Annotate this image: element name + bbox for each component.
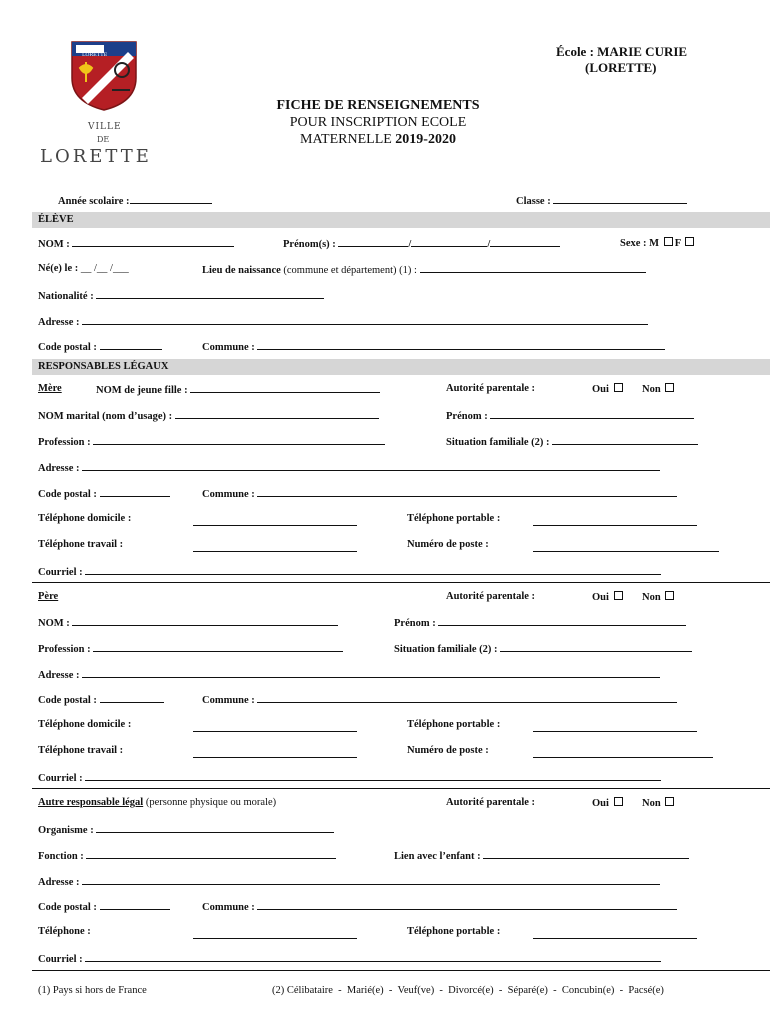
title-line-3 [228,132,528,148]
non-label: Non [642,384,661,395]
label: NOM de jeune fille : [96,385,188,396]
mere-non [642,383,676,395]
mere-commune-field[interactable] [202,487,677,500]
mere-non-checkbox[interactable] [665,383,674,392]
mere-tel-travail-label: Téléphone travail : [38,539,124,550]
school-name: École : MARIE CURIE [556,44,688,59]
label: Fonction : [38,851,84,862]
label: Commune : [202,342,255,353]
label: Situation familiale (2) : [446,437,550,448]
autre-non [642,797,676,809]
autre-oui [592,797,625,809]
eleve-nationalite-field[interactable] [38,289,324,302]
pere-tel-domicile-input[interactable] [193,719,357,737]
autre-tel-portable-label: Téléphone portable : [407,926,501,937]
pere-tel-portable-input[interactable] [533,719,697,737]
mere-cp-field[interactable] [38,487,170,500]
label: Situation familiale (2) : [394,644,498,655]
pere-poste-label: Numéro de poste : [407,745,489,756]
autre-commune-field[interactable] [202,900,677,913]
mere-heading: Mère [38,383,62,394]
label: Prénom : [446,411,488,422]
label: Profession : [38,644,91,655]
autre-telephone-input[interactable] [193,926,357,944]
logo-ville: VILLE [88,122,122,132]
autre-lien-field[interactable] [394,849,689,862]
label: Né(e) le : [38,263,79,274]
label: NOM : [38,239,70,250]
label: Adresse : [38,463,80,474]
label: Code postal : [38,342,97,353]
non-label: Non [642,798,661,809]
eleve-lieu-field[interactable] [202,263,646,276]
autre-heading-title: Autre responsable légal [38,797,144,808]
mere-nom-marital-field[interactable] [38,409,379,422]
form-title [228,98,528,148]
label: Adresse : [38,317,80,328]
label: Courriel : [38,567,83,578]
divider [32,788,770,789]
mere-oui-checkbox[interactable] [614,383,623,392]
label: Autorité parentale : [446,591,536,602]
label: Code postal : [38,902,97,913]
eleve-adresse-field[interactable] [38,315,648,328]
mere-tel-portable-input[interactable] [533,513,697,531]
label: Code postal : [38,695,97,706]
pere-tel-travail-label: Téléphone travail : [38,745,124,756]
eleve-prenoms-field[interactable]: Prénom(s) : / / [283,237,560,250]
autre-adresse-field[interactable] [38,875,660,888]
mere-tel-domicile-label: Téléphone domicile : [38,513,132,524]
sexe-label: Sexe : M [620,238,660,249]
mere-prenom-field[interactable] [446,409,694,422]
label: Code postal : [38,489,97,500]
mere-poste-label: Numéro de poste : [407,539,489,550]
autre-heading-rest: (personne physique ou morale) [145,797,277,808]
pere-profession-field[interactable] [38,642,343,655]
pere-oui-checkbox[interactable] [614,591,623,600]
section-responsables-title: RESPONSABLES LÉGAUX [38,361,169,372]
non-label: Non [642,592,661,603]
pere-courriel-field[interactable] [38,771,661,784]
label: Courriel : [38,773,83,784]
label: Organisme : [38,825,94,836]
pere-situation-field[interactable] [394,642,692,655]
autre-courriel-field[interactable] [38,952,661,965]
label: NOM : [38,618,70,629]
mere-tel-portable-label: Téléphone portable : [407,513,501,524]
classe-field[interactable] [516,194,687,207]
mere-poste-input[interactable] [533,539,719,557]
annee-scolaire-field[interactable] [58,194,212,207]
autre-oui-checkbox[interactable] [614,797,623,806]
pere-poste-input[interactable] [533,745,713,763]
mere-courriel-field[interactable] [38,565,661,578]
pere-non [642,591,676,603]
date-mask: __ /__ /___ [80,263,129,274]
school-city: (LORETTE) [585,60,657,75]
label: Autorité parentale : [446,383,536,394]
footnote-1: (1) Pays si hors de France [38,985,147,996]
town-logo [38,38,168,168]
school-year: 2019-2020 [395,132,456,147]
divider [32,970,770,971]
title-line-1: FICHE DE RENSEIGNEMENTS [276,98,480,113]
pere-tel-domicile-label: Téléphone domicile : [38,719,132,730]
eleve-commune-field[interactable] [202,340,665,353]
autre-telephone-label: Téléphone : [38,926,91,937]
eleve-nom-field[interactable] [38,237,234,250]
autre-heading [38,797,276,808]
autre-autorite [446,797,535,808]
pere-tel-travail-input[interactable] [193,745,357,763]
pere-heading: Père [38,591,59,602]
autre-organisme-field[interactable] [38,823,334,836]
coat-of-arms-icon [68,38,140,112]
lieu-rest: (commune et département) (1) : [283,265,417,276]
label: Adresse : [38,877,80,888]
pere-nom-field[interactable] [38,616,338,629]
mere-autorite [446,383,535,394]
autre-cp-field[interactable] [38,900,170,913]
footnote-2: (2) Célibataire - Marié(e) - Veuf(ve) - Divorcé(e) - Séparé(e) - Concubin(e) - Pacsé(e) [272,985,664,996]
pere-oui [592,591,625,603]
sexe-f-label: F [674,238,681,249]
eleve-cp-field[interactable] [38,340,162,353]
logo-small-caption: LORETTE [82,52,108,58]
pere-prenom-field[interactable] [394,616,686,629]
classe-label: Classe : [516,196,551,207]
pere-commune-field[interactable] [202,693,677,706]
label: Adresse : [38,670,80,681]
section-eleve [32,212,770,228]
sexe-m-checkbox[interactable] [664,237,673,246]
label: Prénom : [394,618,436,629]
label: Courriel : [38,954,83,965]
label: Profession : [38,437,91,448]
eleve-naissance-field[interactable] [38,263,129,274]
section-responsables [32,359,770,375]
mere-adresse-field[interactable] [38,461,660,474]
pere-non-checkbox[interactable] [665,591,674,600]
mere-tel-domicile-input[interactable] [193,513,357,531]
label: Prénom(s) : [283,239,336,250]
annee-label: Année scolaire : [58,196,130,207]
eleve-sexe-field [620,237,696,249]
logo-town-name: LORETTE [40,146,152,167]
section-eleve-title: ÉLÈVE [38,214,74,225]
oui-label: Oui [592,592,609,603]
mere-jeune-fille-field[interactable] [96,383,380,396]
title-line-3-prefix: MATERNELLE [300,132,392,147]
oui-label: Oui [592,798,609,809]
label: Autorité parentale : [446,797,536,808]
autre-non-checkbox[interactable] [665,797,674,806]
divider [32,582,770,583]
label: Commune : [202,902,255,913]
autre-fonction-field[interactable] [38,849,336,862]
sexe-f-checkbox[interactable] [685,237,694,246]
logo-de: DE [97,135,110,144]
pere-autorite [446,591,535,602]
lieu-label: Lieu de naissance [202,265,281,276]
pere-cp-field[interactable] [38,693,164,706]
label: Lien avec l’enfant : [394,851,481,862]
title-line-2: POUR INSCRIPTION ECOLE [289,115,467,130]
label: Commune : [202,695,255,706]
mere-oui [592,383,625,395]
mere-tel-travail-input[interactable] [193,539,357,557]
pere-tel-portable-label: Téléphone portable : [407,719,501,730]
oui-label: Oui [592,384,609,395]
autre-tel-portable-input[interactable] [533,926,697,944]
mere-profession-field[interactable] [38,435,385,448]
label: NOM marital (nom d’usage) : [38,411,173,422]
label: Commune : [202,489,255,500]
mere-situation-field[interactable] [446,435,698,448]
pere-adresse-field[interactable] [38,668,660,681]
label: Nationalité : [38,291,94,302]
